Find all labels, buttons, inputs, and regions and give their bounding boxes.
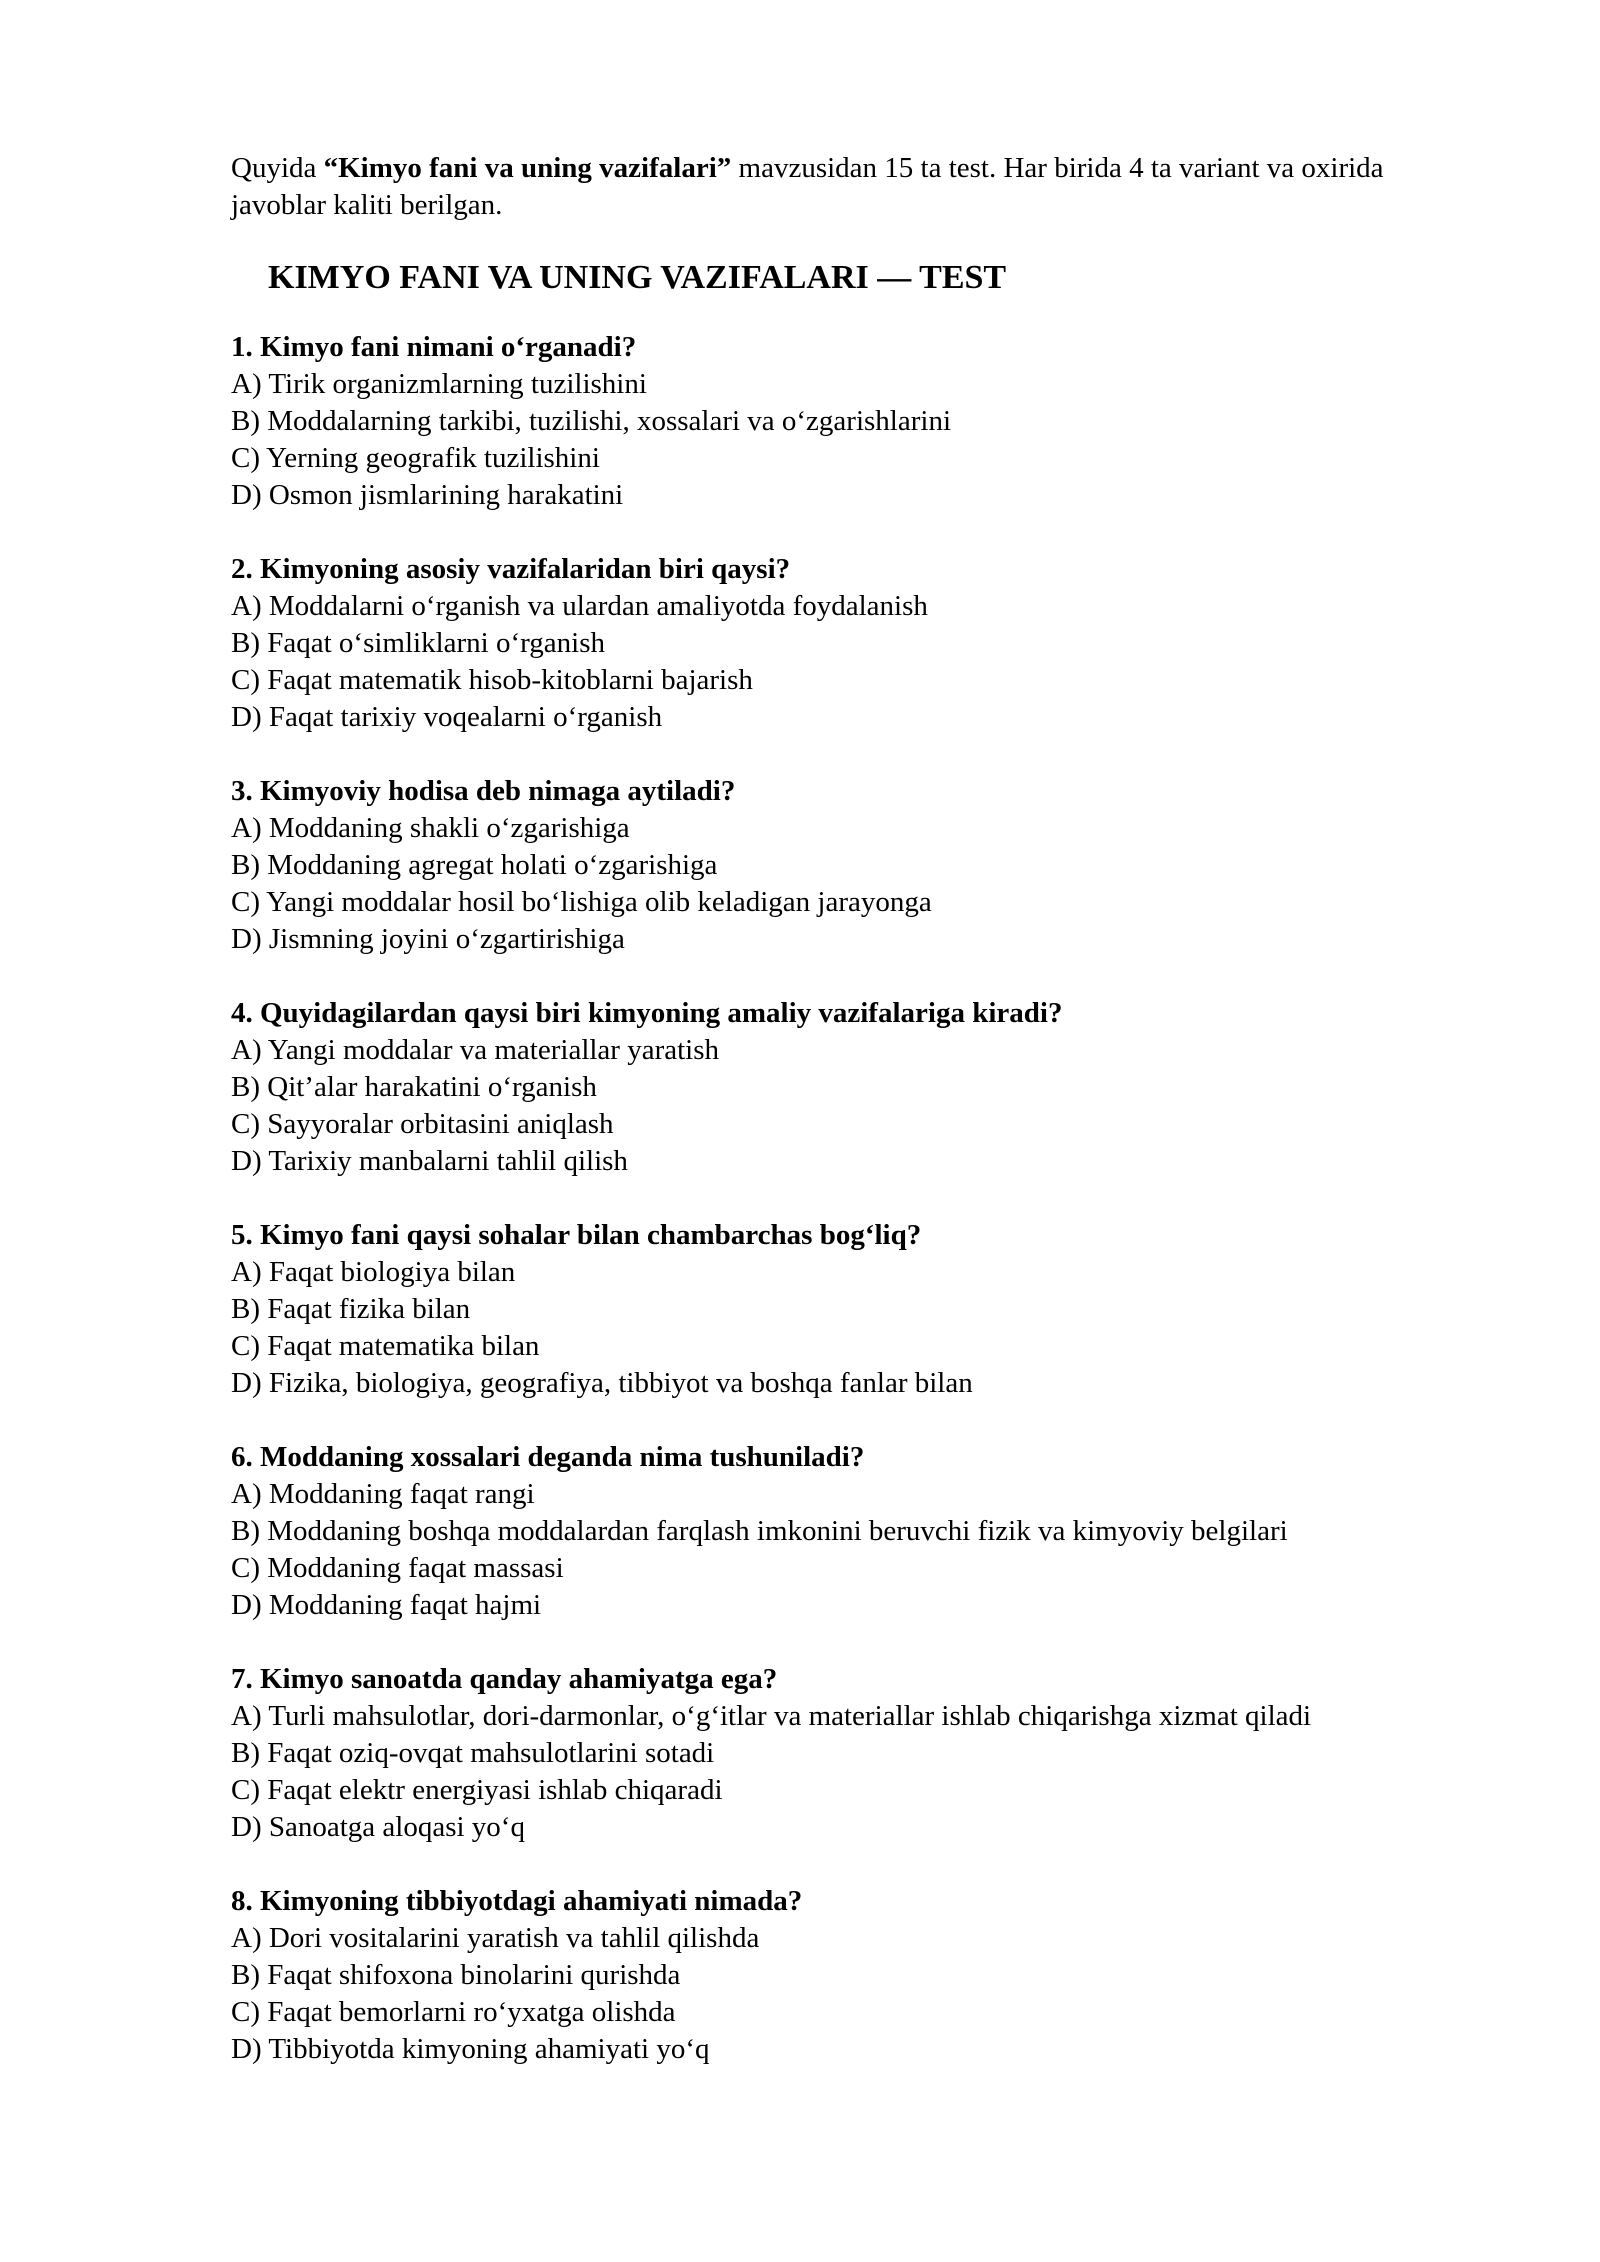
answer-option: D) Osmon jismlarining harakatini: [231, 479, 624, 511]
question-block: [231, 551, 1471, 736]
answer-option: D) Jismning joyini o‘zgartirishiga: [231, 923, 625, 955]
answer-option: B) Faqat shifoxona binolarini qurishda: [231, 1959, 681, 1991]
answer-option: A) Faqat biologiya bilan: [231, 1256, 516, 1288]
answer-option: D) Faqat tarixiy voqealarni o‘rganish: [231, 701, 663, 733]
question-block: [231, 1439, 1471, 1624]
answer-option: C) Faqat matematik hisob-kitoblarni bajarish: [231, 664, 753, 696]
question-text: 2. Kimyoning asosiy vazifalaridan biri qaysi?: [231, 553, 791, 585]
intro-paragraph: [231, 150, 1471, 224]
answer-option: D) Tibbiyotda kimyoning ahamiyati yo‘q: [231, 2033, 710, 2065]
intro-after: mavzusidan 15 ta test. Har birida 4 ta variant va oxirida javoblar kaliti berilgan.: [231, 152, 1384, 221]
question-text: 1. Kimyo fani nimani o‘rganadi?: [231, 331, 637, 363]
answer-option: B) Moddalarning tarkibi, tuzilishi, xossalari va o‘zgarishlarini: [231, 405, 952, 437]
answer-option: B) Faqat o‘simliklarni o‘rganish: [231, 627, 605, 659]
question-list: [231, 329, 1471, 2068]
question-text: 5. Kimyo fani qaysi sohalar bilan chambarchas bog‘liq?: [231, 1219, 922, 1251]
answer-option: C) Yerning geografik tuzilishini: [231, 442, 600, 474]
answer-option: B) Faqat oziq-ovqat mahsulotlarini sotadi: [231, 1737, 715, 1769]
answer-option: D) Fizika, biologiya, geografiya, tibbiyot va boshqa fanlar bilan: [231, 1367, 973, 1399]
answer-option: A) Moddaning faqat rangi: [231, 1478, 535, 1510]
answer-option: A) Moddaning shakli o‘zgarishiga: [231, 812, 630, 844]
question-block: [231, 1661, 1471, 1846]
question-block: [231, 995, 1471, 1180]
answer-option: C) Faqat elektr energiyasi ishlab chiqaradi: [231, 1774, 723, 1806]
question-text: 3. Kimyoviy hodisa deb nimaga aytiladi?: [231, 775, 736, 807]
answer-option: A) Moddalarni o‘rganish va ulardan amaliyotda foydalanish: [231, 590, 928, 622]
question-block: [231, 329, 1471, 514]
answer-option: D) Tarixiy manbalarni tahlil qilish: [231, 1145, 628, 1177]
answer-option: C) Yangi moddalar hosil bo‘lishiga olib keladigan jarayonga: [231, 886, 932, 918]
answer-option: B) Moddaning agregat holati o‘zgarishiga: [231, 849, 718, 881]
question-block: [231, 1217, 1471, 1402]
answer-option: C) Sayyoralar orbitasini aniqlash: [231, 1108, 614, 1140]
answer-option: B) Faqat fizika bilan: [231, 1293, 471, 1325]
intro-before: Quyida: [231, 152, 324, 184]
question-text: 8. Kimyoning tibbiyotdagi ahamiyati nimada?: [231, 1885, 803, 1917]
answer-option: A) Tirik organizmlarning tuzilishini: [231, 368, 647, 400]
document-page: [231, 150, 1471, 2105]
answer-option: A) Turli mahsulotlar, dori-darmonlar, o‘g‘itlar va materiallar ishlab chiqarishga xizmat qiladi: [231, 1700, 1312, 1732]
answer-option: B) Moddaning boshqa moddalardan farqlash imkonini beruvchi fizik va kimyoviy belgilari: [231, 1515, 1288, 1547]
answer-option: C) Faqat matematika bilan: [231, 1330, 540, 1362]
question-text: 4. Quyidagilardan qaysi biri kimyoning amaliy vazifalariga kiradi?: [231, 997, 1063, 1029]
question-block: [231, 1883, 1471, 2068]
answer-option: A) Yangi moddalar va materiallar yaratish: [231, 1034, 720, 1066]
answer-option: B) Qit’alar harakatini o‘rganish: [231, 1071, 597, 1103]
answer-option: D) Sanoatga aloqasi yo‘q: [231, 1811, 525, 1843]
answer-option: A) Dori vositalarini yaratish va tahlil qilishda: [231, 1922, 760, 1954]
document-title: KIMYO FANI VA UNING VAZIFALARI — TEST: [268, 259, 1007, 296]
intro-topic: “Kimyo fani va uning vazifalari”: [323, 152, 732, 184]
answer-option: D) Moddaning faqat hajmi: [231, 1589, 542, 1621]
question-block: [231, 773, 1471, 958]
question-text: 6. Moddaning xossalari deganda nima tushuniladi?: [231, 1441, 865, 1473]
answer-option: C) Faqat bemorlarni ro‘yxatga olishda: [231, 1996, 676, 2028]
answer-option: C) Moddaning faqat massasi: [231, 1552, 564, 1584]
question-text: 7. Kimyo sanoatda qanday ahamiyatga ega?: [231, 1663, 778, 1695]
